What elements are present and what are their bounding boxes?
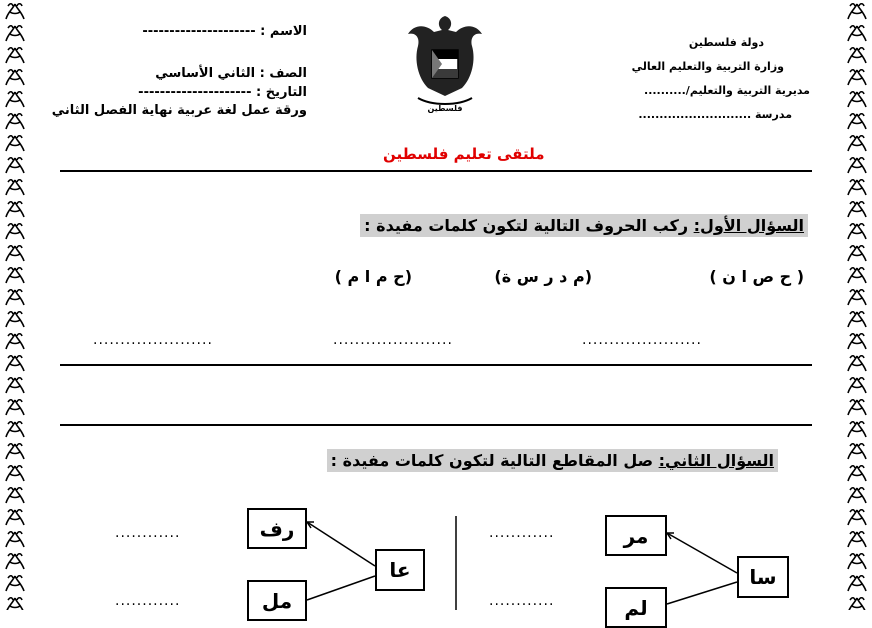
question1-answer-2[interactable]: ...................... bbox=[333, 332, 453, 348]
q2-right-target-2[interactable]: لم bbox=[605, 587, 667, 628]
q2-right-answer-2[interactable]: ............ bbox=[489, 593, 555, 609]
q2-right-answer-1[interactable]: ............ bbox=[489, 525, 555, 541]
question1-letters-2: (م د ر س ة) bbox=[494, 267, 592, 286]
q2-right-target-1[interactable]: مر bbox=[605, 515, 667, 556]
question2-title: السؤال الثاني: صل المقاطع التالية لتكون كلمات مفيدة : bbox=[327, 449, 778, 472]
q2-left-target-1[interactable]: رف bbox=[247, 508, 307, 549]
connector-right-2 bbox=[667, 582, 737, 604]
class-label: الصف : الثاني الأساسي bbox=[155, 66, 307, 81]
q2-left-source[interactable]: عا bbox=[375, 549, 425, 591]
connector-left-1 bbox=[307, 522, 375, 566]
question1-letters-3: (ح م ا م ) bbox=[334, 267, 412, 286]
connector-right-1 bbox=[667, 533, 737, 573]
q2-left-answer-2[interactable]: ............ bbox=[115, 593, 181, 609]
question1-letters-1: ( ح ص ا ن ) bbox=[709, 267, 804, 286]
emblem-caption: فلسطين bbox=[427, 104, 463, 113]
forum-title: ملتقى تعليم فلسطين bbox=[383, 145, 545, 163]
state-label: دولة فلسطين bbox=[688, 36, 764, 49]
directorate-label: مديرية التربية والتعليم/.......... bbox=[644, 84, 810, 97]
school-label: مدرسة ........................... bbox=[638, 108, 792, 121]
q2-left-answer-1[interactable]: ............ bbox=[115, 525, 181, 541]
q2-right-source[interactable]: سا bbox=[737, 556, 789, 598]
ministry-label: وزارة التربية والتعليم العالي bbox=[631, 60, 784, 73]
question1-answer-3[interactable]: ...................... bbox=[93, 332, 213, 348]
question1-title: السؤال الأول: ركب الحروف التالية لتكون كلمات مفيدة : bbox=[360, 214, 808, 237]
question1-answer-1[interactable]: ...................... bbox=[582, 332, 702, 348]
worksheet-title: ورقة عمل لغة عربية نهاية الفصل الثاني bbox=[51, 103, 307, 118]
connector-left-2 bbox=[307, 576, 375, 600]
name-label: الاسم : --------------------- bbox=[142, 24, 307, 39]
q2-left-target-2[interactable]: مل bbox=[247, 580, 307, 621]
date-label: التاريخ : --------------------- bbox=[138, 85, 307, 100]
